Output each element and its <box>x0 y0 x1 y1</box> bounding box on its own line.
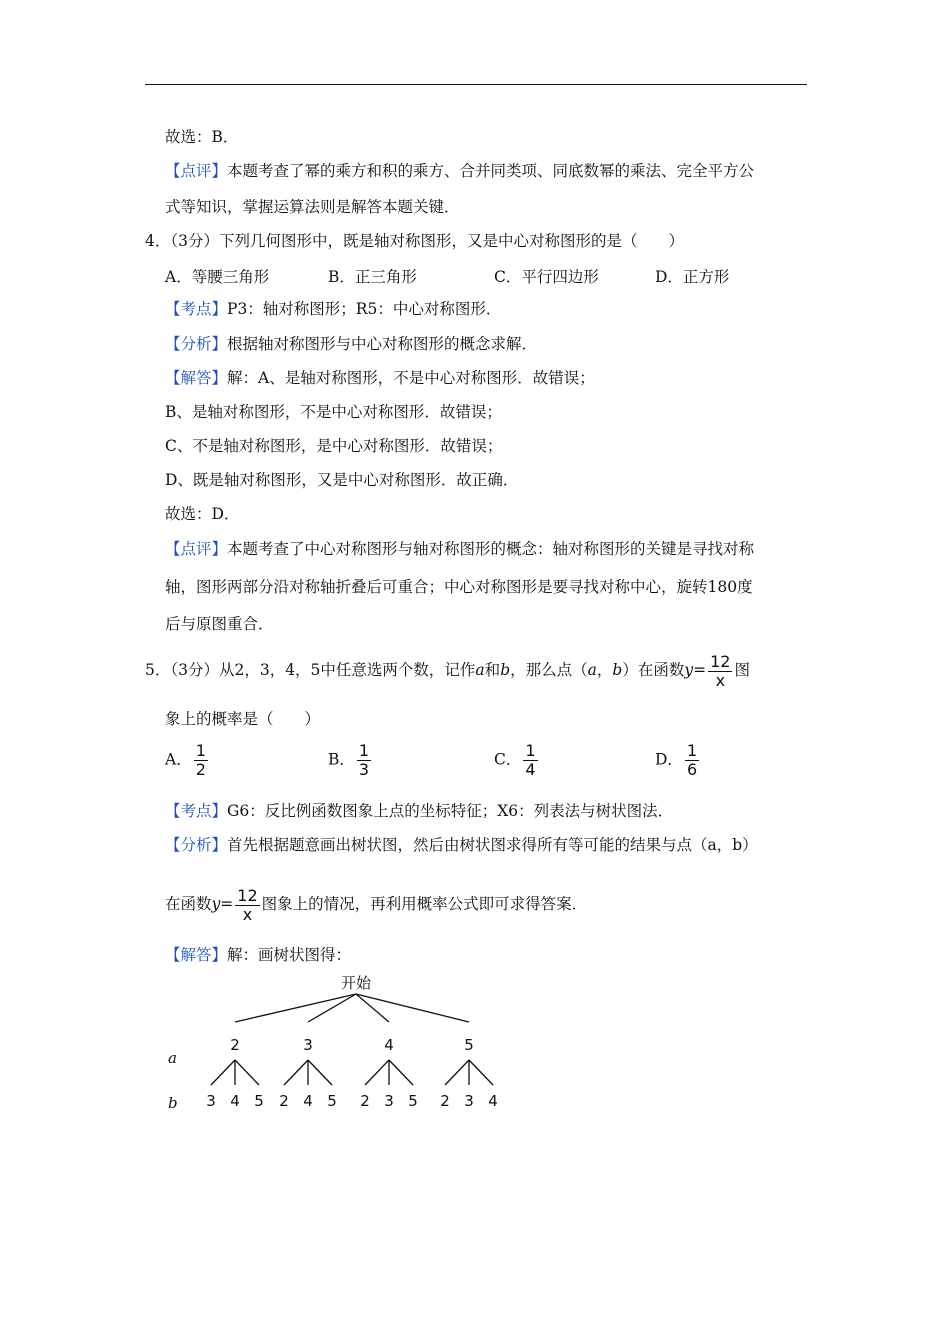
q5-option-d: D． $\frac{1}{6}$ <box>655 741 698 779</box>
tree-node-b-4-5: 5 <box>408 1092 418 1110</box>
tree-node-b-2-3: 3 <box>206 1092 216 1110</box>
q4-jieda-line-3: C、不是轴对称图形，是中心对称图形．故错误； <box>165 437 503 455</box>
q4-dianping-line-2: 轴，图形两部分沿对称轴折叠后可重合；中心对称图形是要寻找对称中心，旋转180度 <box>165 578 753 596</box>
tree-node-a-4: 4 <box>384 1036 394 1054</box>
tree-edge-2-5 <box>235 1060 259 1085</box>
comment-tag: 【点评】 <box>165 162 228 180</box>
tree-root: 开始 <box>340 974 372 992</box>
q4-jieda-line-4: D、既是轴对称图形，又是中心对称图形．故正确． <box>165 471 519 489</box>
kaodian-tag: 【考点】 <box>165 802 228 820</box>
tree-node-a-3: 3 <box>303 1036 313 1054</box>
tree-node-b-4-3: 3 <box>384 1092 394 1110</box>
tree-node-b-2-4: 4 <box>230 1092 240 1110</box>
q4-jieda-line-2: B、是轴对称图形，不是中心对称图形．故错误； <box>165 403 502 421</box>
q5-jieda: 【解答】解：画树状图得： <box>165 946 352 964</box>
tree-diagram <box>155 968 515 1118</box>
kaodian-tag: 【考点】 <box>165 300 228 318</box>
tree-edge-3-2 <box>284 1060 308 1085</box>
tree-node-b-5-3: 3 <box>464 1092 474 1110</box>
tree-node-b-4-2: 2 <box>360 1092 370 1110</box>
q4-fenxi: 【分析】根据轴对称图形与中心对称图形的概念求解． <box>165 335 538 353</box>
q5-stem-line-1: 5．（3分）从2，3，4，5中任意选两个数，记作a和b，那么点（a，b）在函数y= $\frac{12}{x}$ 图 <box>145 651 750 690</box>
prev-comment-line-1: 【点评】本题考查了幂的乘方和积的乘方、合并同类项、同底数幂的乘法、完全平方公 <box>165 162 755 180</box>
jieda-tag: 【解答】 <box>165 369 228 387</box>
prev-choice: 故选：B． <box>165 128 239 146</box>
q5-option-b: B． $\frac{1}{3}$ <box>328 741 370 779</box>
tree-node-a-2: 2 <box>230 1036 240 1054</box>
fraction: $\frac{1}{6}$ <box>686 741 698 779</box>
tree-edge-5-4 <box>469 1060 493 1085</box>
fraction: $\frac{1}{3}$ <box>358 741 370 779</box>
tree-edge-5-2 <box>445 1060 469 1085</box>
q4-option-c: C．平行四边形 <box>494 268 599 286</box>
fraction: $\frac{1}{4}$ <box>525 741 536 779</box>
tree-edge-2-3 <box>211 1060 235 1085</box>
prev-comment-line-2: 式等知识，掌握运算法则是解答本题关键． <box>165 198 460 216</box>
fraction-12-over-x: $\frac{12}{x}$ <box>710 651 731 690</box>
q5-option-c: C． $\frac{1}{4}$ <box>494 741 536 779</box>
q5-stem-line-2: 象上的概率是（ ） <box>165 710 321 728</box>
q4-option-b: B．正三角形 <box>328 268 417 286</box>
tree-node-b-3-4: 4 <box>303 1092 313 1110</box>
tree-edge-4-5 <box>389 1060 413 1085</box>
q5-fenxi-line-1: 【分析】首先根据题意画出树状图，然后由树状图求得所有等可能的结果与点（a，b） <box>165 836 758 854</box>
tree-node-a-5: 5 <box>464 1036 474 1054</box>
q4-option-a: A．等腰三角形 <box>165 268 270 286</box>
q5-fenxi-line-2: 在函数y= $\frac{12}{x}$ 图象上的情况，再利用概率公式即可求得答案． <box>165 885 588 924</box>
header-rule <box>145 84 807 85</box>
q4-option-d: D．正方形 <box>655 268 730 286</box>
q5-kaodian: 【考点】G6：反比例函数图象上点的坐标特征；X6：列表法与树状图法． <box>165 802 674 820</box>
tree-nodes <box>206 1036 498 1110</box>
tree-row-label-a: a <box>168 1049 177 1067</box>
dianping-tag: 【点评】 <box>165 540 228 558</box>
q4-kaodian: 【考点】P3：轴对称图形；R5：中心对称图形． <box>165 300 502 318</box>
tree-edge-root-2 <box>235 994 356 1022</box>
tree-node-b-5-2: 2 <box>440 1092 450 1110</box>
tree-node-b-2-5: 5 <box>254 1092 264 1110</box>
q4-choice: 故选：D． <box>165 505 240 523</box>
tree-row-label-b: b <box>168 1094 178 1112</box>
fraction-12-over-x: $\frac{12}{x}$ <box>237 885 258 924</box>
tree-edge-3-5 <box>308 1060 332 1085</box>
tree-node-b-3-5: 5 <box>327 1092 337 1110</box>
q4-jieda-line-1: 【解答】解：A、是轴对称图形，不是中心对称图形．故错误； <box>165 369 595 387</box>
q4-stem: 4．（3分）下列几何图形中，既是轴对称图形，又是中心对称图形的是（ ） <box>145 232 684 250</box>
tree-edge-4-2 <box>365 1060 389 1085</box>
q4-dianping-line-3: 后与原图重合． <box>165 615 274 633</box>
q5-option-a: A． $\frac{1}{2}$ <box>165 741 206 779</box>
fraction: $\frac{1}{2}$ <box>195 741 206 779</box>
jieda-tag: 【解答】 <box>165 946 228 964</box>
tree-edges <box>211 994 493 1085</box>
fenxi-tag: 【分析】 <box>165 335 228 353</box>
fenxi-tag: 【分析】 <box>165 836 228 854</box>
tree-node-b-5-4: 4 <box>488 1092 498 1110</box>
tree-edge-root-3 <box>308 994 356 1022</box>
q4-dianping-line-1: 【点评】本题考查了中心对称图形与轴对称图形的概念：轴对称图形的关键是寻找对称 <box>165 540 755 558</box>
tree-node-b-3-2: 2 <box>279 1092 289 1110</box>
